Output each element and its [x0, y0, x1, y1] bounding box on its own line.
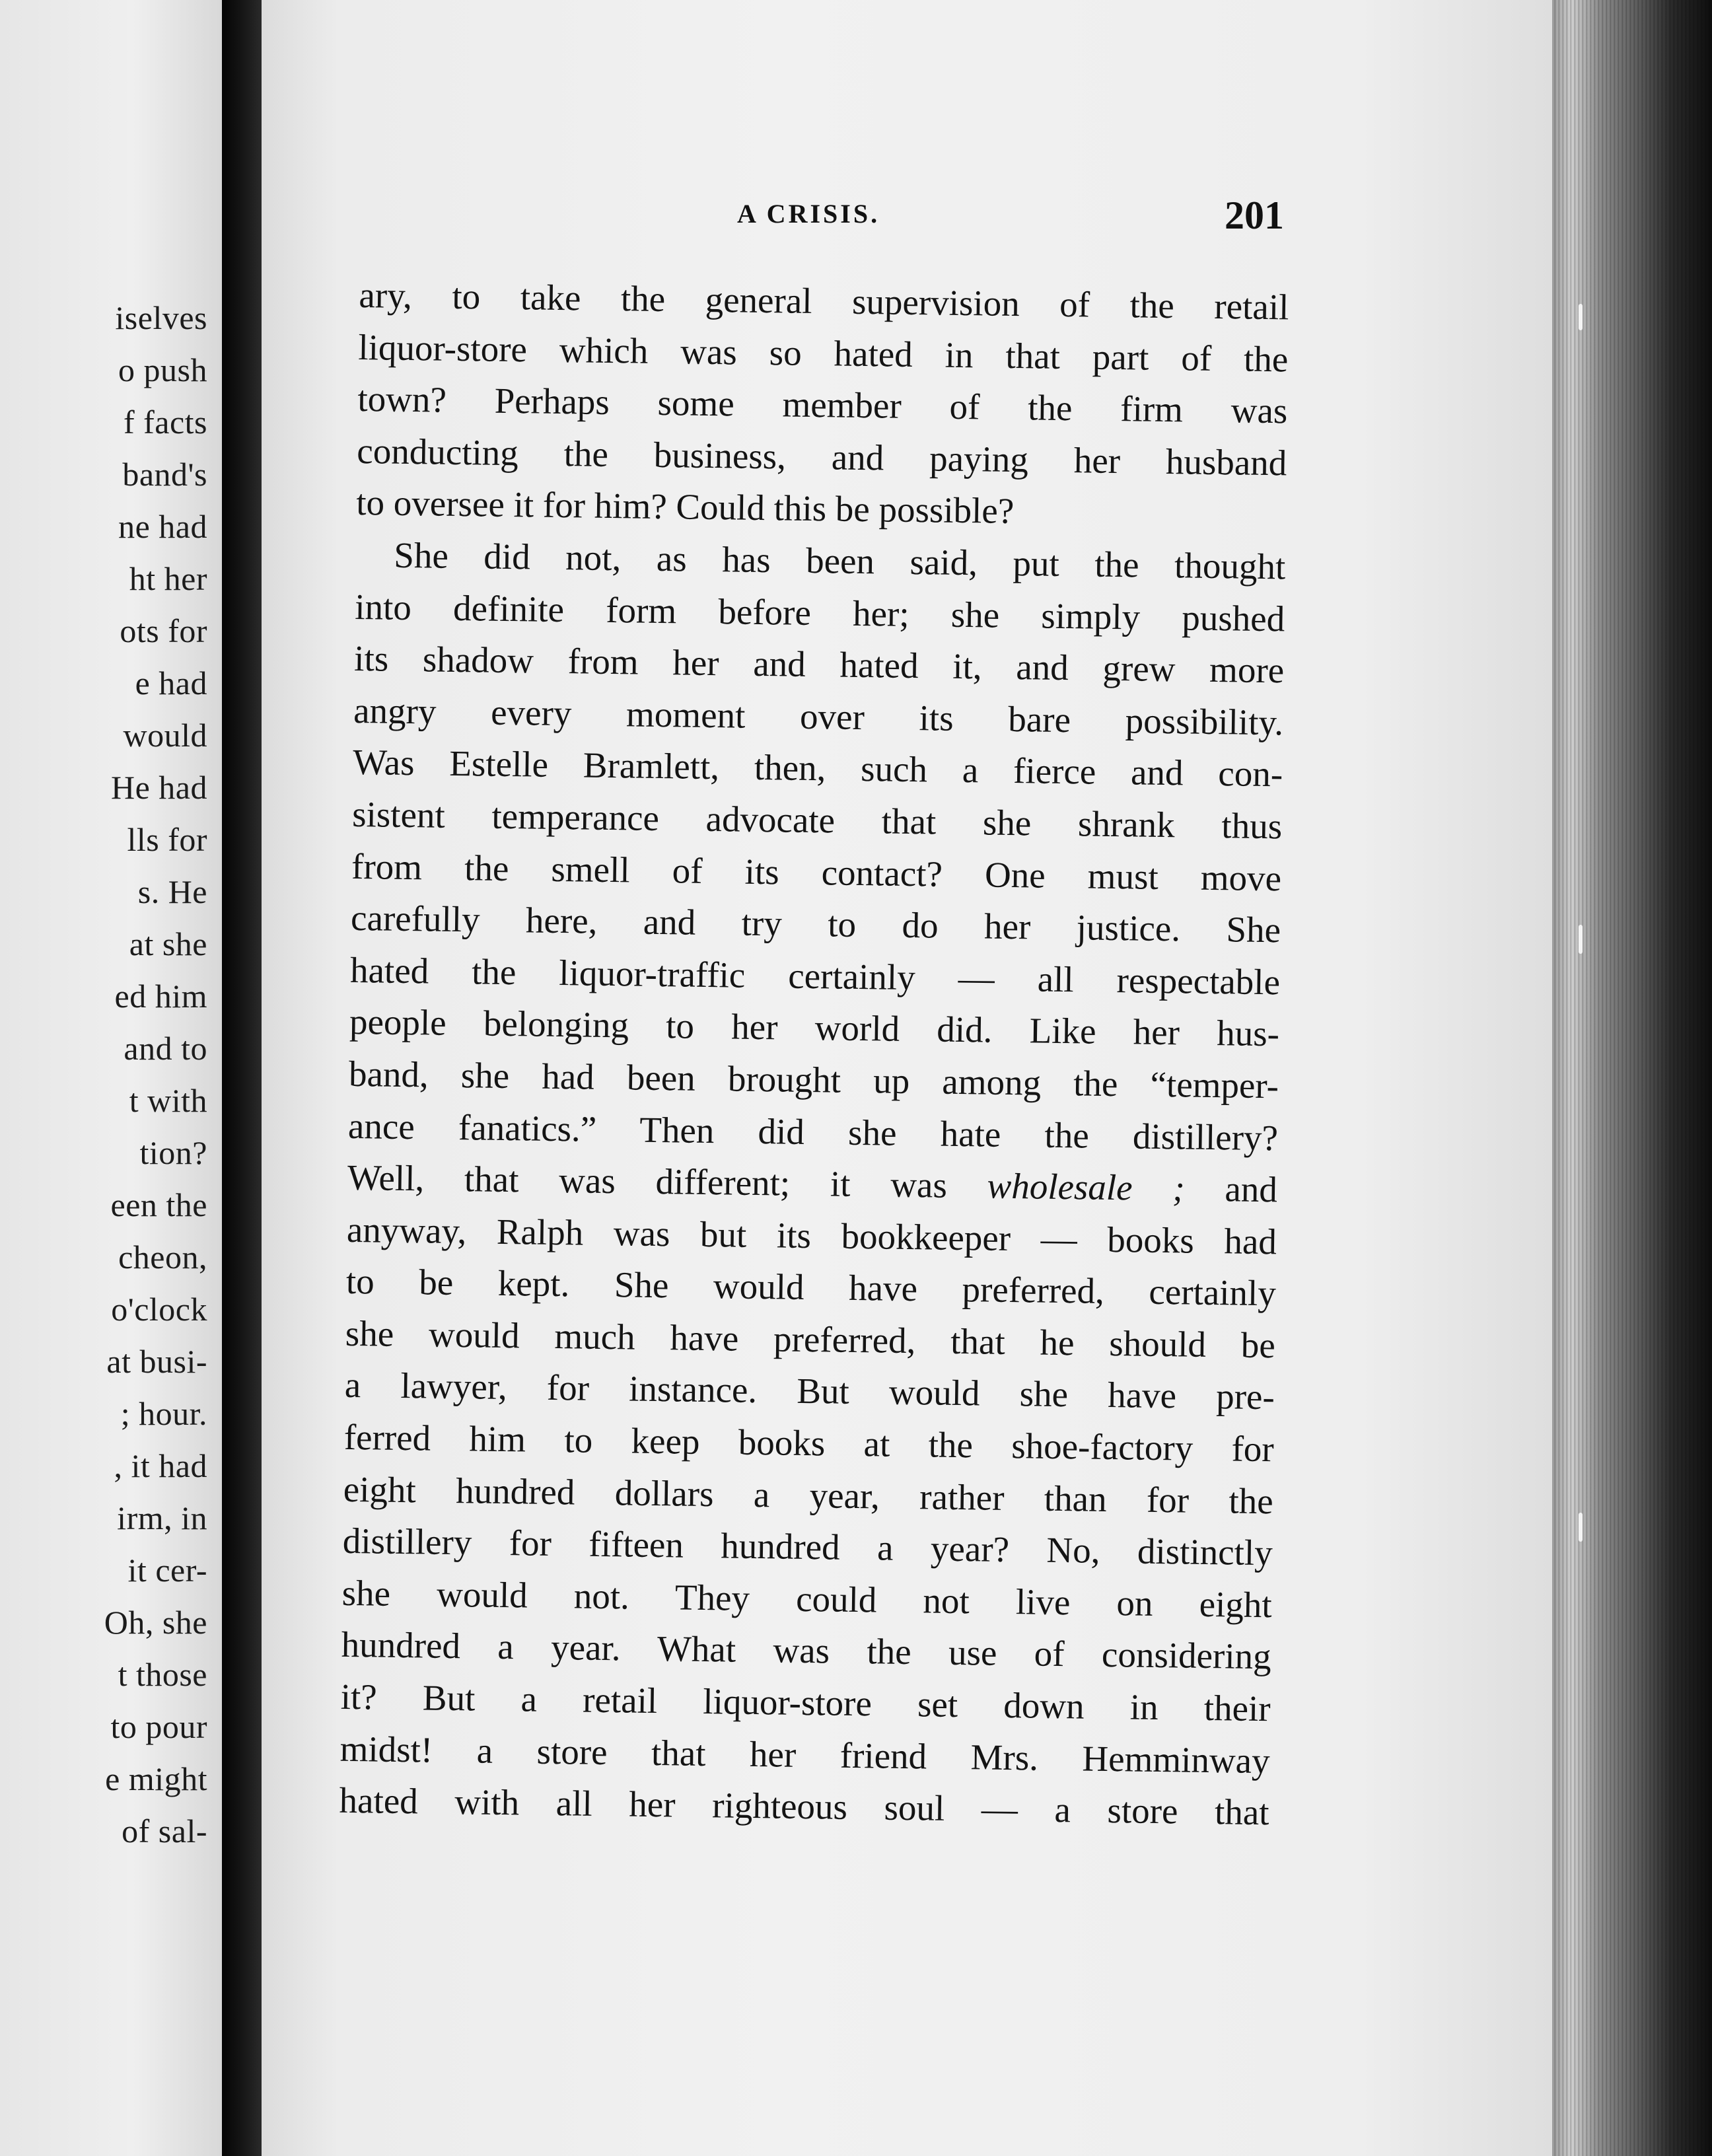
text-line: conducting the business, and paying her husband [357, 430, 1287, 484]
right-page [262, 0, 1552, 2156]
text-line: een the [110, 1186, 207, 1223]
text-line: sistent temperance advocate that she shrank thus [351, 793, 1283, 847]
text-line: Was Estelle Bramlett, then, such a fierce and con- [352, 742, 1283, 795]
text-line: ne had [118, 508, 207, 545]
text-line: lls for [127, 821, 207, 858]
text-line: ; hour. [120, 1395, 207, 1432]
text-line: its shadow from her and hated it, and grew more [353, 638, 1285, 691]
text-line: irm, in [117, 1499, 207, 1536]
text-line: from the smell of its contact? One must move [351, 845, 1282, 898]
edge-highlight [1579, 304, 1583, 330]
text-run: and [1184, 1168, 1278, 1210]
running-head [262, 193, 1552, 246]
text-line: carefully here, and try to do her justice. She [350, 898, 1281, 951]
text-line: of sal- [122, 1813, 207, 1850]
text-line: e might [105, 1760, 207, 1797]
book-gutter [222, 0, 262, 2156]
text-line: would [123, 717, 207, 754]
text-line: angry every moment over its bare possibility. [353, 690, 1284, 743]
text-line: midst! a store that her friend Mrs. Hemminway [339, 1728, 1270, 1781]
text-line: ance fanatics.” Then did she hate the distillery? [347, 1105, 1279, 1158]
text-line: to pour [110, 1708, 207, 1745]
text-line: to oversee it for him? Could this be possible? [355, 482, 1015, 532]
text-line: f facts [123, 404, 207, 441]
text-line: tion? [139, 1134, 207, 1171]
text-line: liquor-store which was so hated in that part of the [358, 326, 1289, 380]
text-line: hated the liquor-traffic certainly — all respectable [349, 949, 1281, 1003]
text-line: into definite form before her; she simply pushed [354, 586, 1285, 639]
running-title: A CRISIS. [737, 199, 880, 229]
edge-highlight [1579, 925, 1583, 954]
text-line: ary, to take the general supervision of the retail [359, 274, 1289, 328]
text-line: it? But a retail liquor-store set down in their [340, 1676, 1271, 1729]
text-line: ferred him to keep books at the shoe-factory for [343, 1416, 1275, 1470]
text-line: , it had [114, 1447, 207, 1484]
page-number: 201 [1225, 194, 1284, 237]
text-line: eight hundred dollars a year, rather than for the [343, 1468, 1274, 1521]
text-line: hated with all her righteous soul — a store that [339, 1780, 1269, 1833]
text-line: iselves [115, 299, 207, 336]
text-line: e had [135, 665, 207, 701]
text-line: band, she had been brought up among the “temper- [348, 1053, 1279, 1106]
text-line: cheon, [118, 1239, 207, 1276]
text-line: distillery for fifteen hundred a year? No, distinctly [342, 1521, 1273, 1573]
text-line: anyway, Ralph was but its bookkeeper — books had [346, 1209, 1277, 1262]
text-line: ots for [120, 612, 207, 649]
text-line: a lawyer, for instance. But would she have pre- [344, 1365, 1275, 1418]
text-line: it cer- [127, 1552, 207, 1589]
text-line: ed him [114, 978, 207, 1015]
text-run: Well, that was different; it was [347, 1157, 988, 1206]
page-body [339, 270, 1289, 1839]
text-line: He had [111, 769, 207, 806]
left-page-text [104, 292, 207, 1857]
text-line: to be kept. She would have preferred, certainly [345, 1261, 1277, 1314]
text-line: o'clock [111, 1291, 207, 1328]
page-edges [1552, 0, 1712, 2156]
paragraph-start-line: She did not, as has been said, put the thought [393, 534, 1286, 587]
text-line: town? Perhaps some member of the firm was [357, 378, 1288, 431]
text-line: she would much have preferred, that he should be [345, 1312, 1276, 1366]
text-line: s. He [137, 873, 207, 910]
text-line: people belonging to her world did. Like her hus- [349, 1001, 1280, 1054]
text-line: band's [122, 456, 207, 493]
text-line: Oh, she [104, 1604, 207, 1641]
edge-highlight [1579, 1513, 1583, 1542]
text-line: she would not. They could not live on eight [341, 1572, 1273, 1626]
text-line: o push [118, 351, 207, 388]
text-line: and to [124, 1030, 207, 1067]
text-line: ht her [129, 560, 207, 597]
left-page [0, 0, 222, 2156]
text-line: t with [129, 1082, 207, 1119]
text-line: hundred a year. What was the use of considering [341, 1624, 1272, 1677]
text-line: at she [129, 925, 207, 962]
italic-word: wholesale ; [987, 1165, 1186, 1209]
text-line: at busi- [106, 1343, 207, 1380]
text-line: t those [118, 1656, 207, 1693]
